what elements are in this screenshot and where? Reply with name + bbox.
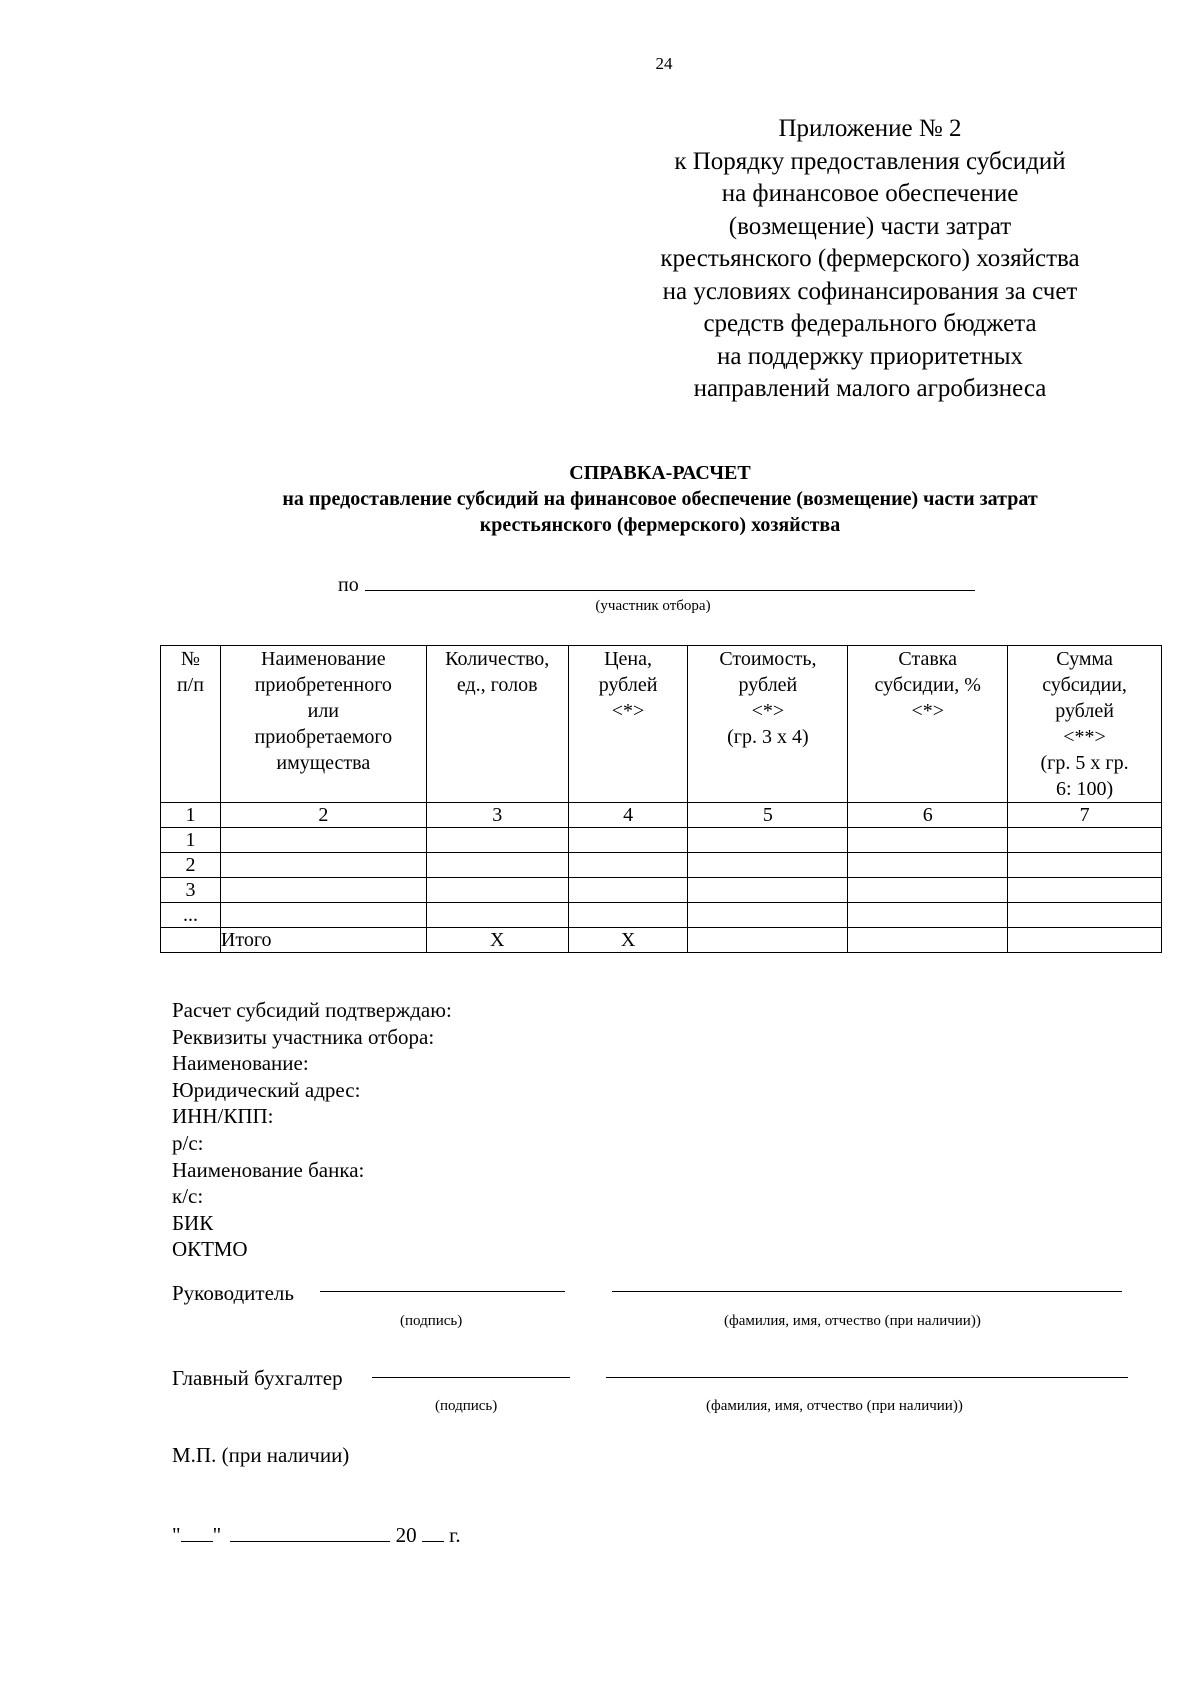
- header-cell: Цена, рублей <*>: [568, 646, 688, 803]
- name-caption: (фамилия, имя, отчество (при наличии)): [724, 1313, 981, 1329]
- appendix-line: средств федерального бюджета: [703, 310, 1037, 337]
- total-label: Итого: [220, 928, 426, 953]
- requisite-line: Наименование банка:: [172, 1157, 365, 1182]
- accountant-name-line[interactable]: [606, 1377, 1128, 1378]
- table-row: [161, 828, 1162, 853]
- date-line: [172, 1523, 461, 1548]
- day-blank[interactable]: [181, 1525, 213, 1542]
- table-header-row: [161, 646, 1162, 803]
- header-cell: Сумма субсидии, рублей <**> (гр. 5 х гр. 6: 100): [1008, 646, 1162, 803]
- table-cell[interactable]: [848, 828, 1008, 853]
- header-cell: Ставка субсидии, % <*>: [848, 646, 1008, 803]
- requisite-line: Реквизиты участника отбора:: [172, 1024, 435, 1049]
- appendix-line: на условиях софинансирования за счет: [662, 277, 1078, 305]
- participant-line: [338, 572, 975, 597]
- requisite-line: Наименование:: [172, 1051, 309, 1076]
- document-title: [150, 460, 1170, 538]
- table-cell[interactable]: [568, 903, 688, 928]
- table-cell[interactable]: [848, 903, 1008, 928]
- table-cell[interactable]: [1008, 878, 1162, 903]
- table-cell[interactable]: [1008, 828, 1162, 853]
- year-prefix: 20: [395, 1523, 417, 1547]
- total-row: [161, 928, 1162, 953]
- head-name-line[interactable]: [612, 1291, 1122, 1292]
- requisite-line: ИНН/КПП:: [172, 1104, 274, 1129]
- appendix-line: направлений малого агробизнеса: [693, 375, 1047, 402]
- table-cell[interactable]: [688, 903, 848, 928]
- table-cell[interactable]: [220, 853, 426, 878]
- date-open-quote: ": [172, 1523, 181, 1547]
- participant-caption: (участник отбора): [595, 598, 711, 614]
- requisite-line: ОКТМО: [172, 1237, 248, 1262]
- date-close-quote: ": [212, 1523, 222, 1547]
- table-cell[interactable]: [426, 853, 568, 878]
- table-row: [161, 853, 1162, 878]
- table-cell[interactable]: [426, 828, 568, 853]
- table-cell[interactable]: [688, 828, 848, 853]
- requisite-line: БИК: [172, 1210, 214, 1235]
- table-cell[interactable]: [688, 928, 848, 953]
- appendix-line: к Порядку предоставления субсидий: [674, 147, 1066, 175]
- column-number-row: [161, 803, 1162, 828]
- accountant-signature-line[interactable]: [372, 1377, 570, 1378]
- table-row: [161, 878, 1162, 903]
- column-number: 1: [161, 803, 221, 828]
- year-blank[interactable]: [422, 1525, 444, 1542]
- requisite-line: Расчет субсидий подтверждаю:: [172, 998, 452, 1022]
- appendix-line: на поддержку приоритетных: [717, 342, 1023, 370]
- table-cell: 2: [161, 853, 221, 878]
- table-cell[interactable]: [220, 878, 426, 903]
- table-cell[interactable]: [848, 928, 1008, 953]
- signature-caption: (подпись): [400, 1313, 463, 1329]
- year-suffix: г.: [449, 1523, 461, 1547]
- table-cell[interactable]: [1008, 853, 1162, 878]
- column-number: 4: [568, 803, 688, 828]
- requisites-block: [172, 997, 452, 1263]
- appendix-line: на финансовое обеспечение: [721, 180, 1019, 207]
- requisite-line: Юридический адрес:: [172, 1077, 361, 1102]
- table-cell[interactable]: [568, 853, 688, 878]
- table-cell[interactable]: [848, 853, 1008, 878]
- table-cell[interactable]: [568, 828, 688, 853]
- requisite-line: р/с:: [172, 1130, 204, 1155]
- participant-blank[interactable]: [365, 572, 975, 591]
- calculation-table: [160, 645, 1162, 953]
- appendix-line: (возмещение) части затрат: [728, 212, 1012, 240]
- table-cell[interactable]: [426, 878, 568, 903]
- table-cell[interactable]: [220, 828, 426, 853]
- column-number: 6: [848, 803, 1008, 828]
- header-cell: Наименование приобретенного или приобретаемого имущества: [220, 646, 426, 803]
- table-cell[interactable]: [426, 903, 568, 928]
- appendix-line: крестьянского (фермерского) хозяйства: [660, 245, 1080, 272]
- header-cell: Количество, ед., голов: [426, 646, 568, 803]
- header-cell: Стоимость, рублей <*> (гр. 3 х 4): [688, 646, 848, 803]
- table-cell[interactable]: [1008, 903, 1162, 928]
- title-main: СПРАВКА-РАСЧЕТ: [569, 462, 751, 484]
- name-caption: (фамилия, имя, отчество (при наличии)): [706, 1398, 963, 1414]
- column-number: 2: [220, 803, 426, 828]
- table-cell: [161, 928, 221, 953]
- table-cell[interactable]: [848, 878, 1008, 903]
- table-row: [161, 903, 1162, 928]
- stamp-label: М.П. (при наличии): [172, 1443, 350, 1467]
- page-number: 24: [655, 54, 673, 73]
- head-signature-line[interactable]: [320, 1291, 565, 1292]
- table-cell: 3: [161, 878, 221, 903]
- title-line: на предоставление субсидий на финансовое обеспечение (возмещение) части затрат: [282, 488, 1038, 510]
- appendix-line: Приложение № 2: [778, 115, 962, 142]
- requisite-line: к/с:: [172, 1184, 204, 1209]
- table-cell[interactable]: [688, 878, 848, 903]
- accountant-label: Главный бухгалтер: [172, 1366, 343, 1390]
- table-cell[interactable]: [1008, 928, 1162, 953]
- table-cell: Х: [426, 928, 568, 953]
- table-cell[interactable]: [568, 878, 688, 903]
- table-cell: ...: [161, 903, 221, 928]
- participant-prefix: по: [338, 574, 359, 596]
- table-cell: Х: [568, 928, 688, 953]
- column-number: 3: [426, 803, 568, 828]
- table-cell[interactable]: [220, 903, 426, 928]
- title-line: крестьянского (фермерского) хозяйства: [479, 514, 841, 536]
- appendix-header: [630, 113, 1110, 406]
- column-number: 5: [688, 803, 848, 828]
- header-cell: № п/п: [161, 646, 221, 803]
- table-cell: 1: [161, 828, 221, 853]
- signature-caption: (подпись): [435, 1398, 498, 1414]
- head-label: Руководитель: [172, 1281, 294, 1305]
- month-blank[interactable]: [230, 1525, 390, 1542]
- column-number: 7: [1008, 803, 1162, 828]
- table-cell[interactable]: [688, 853, 848, 878]
